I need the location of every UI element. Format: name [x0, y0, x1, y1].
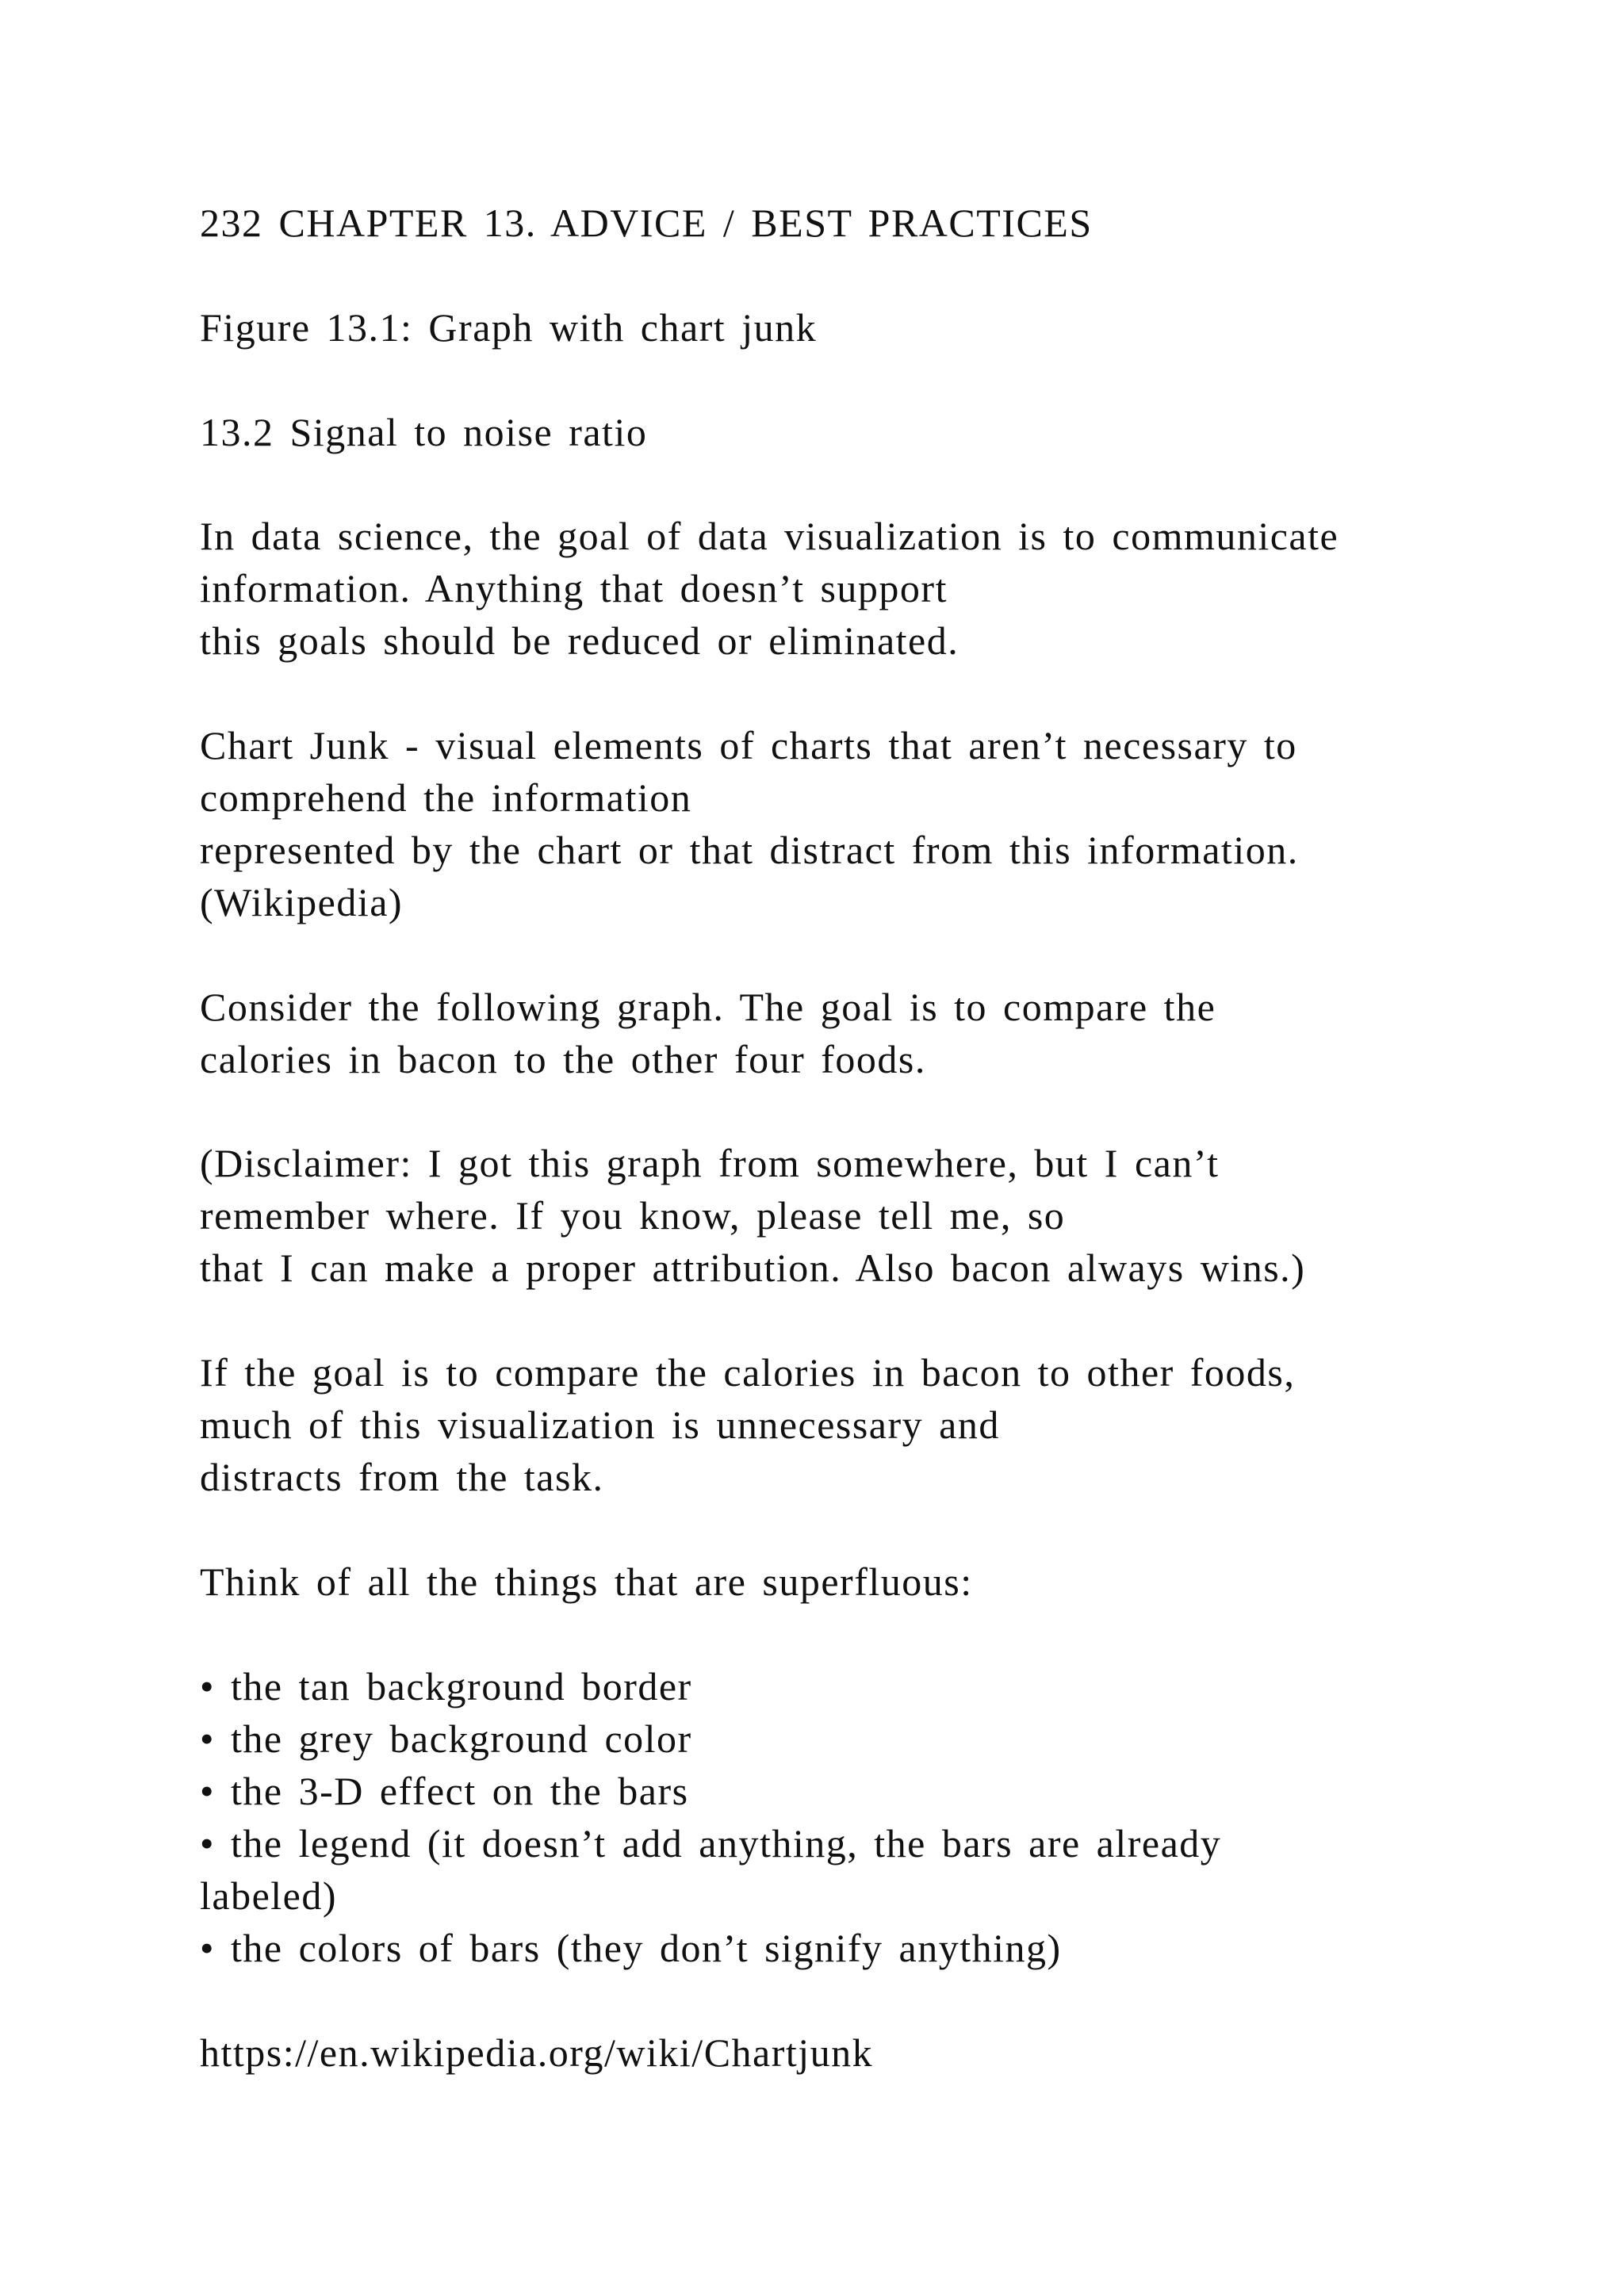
- paragraph-line: this goals should be reduced or eliminated.: [200, 618, 959, 663]
- paragraph-line: In data science, the goal of data visualization is to communicate: [200, 514, 1339, 558]
- paragraph-line: Chart Junk - visual elements of charts that aren’t necessary to: [200, 723, 1297, 767]
- bullet-item: • the grey background color: [200, 1716, 692, 1761]
- bullet-item-continuation: labeled): [200, 1873, 338, 1918]
- paragraph-line: (Wikipedia): [200, 880, 404, 924]
- bullet-item: • the tan background border: [200, 1664, 692, 1709]
- bullet-item: • the colors of bars (they don’t signify anything): [200, 1926, 1062, 1970]
- paragraph-line: comprehend the information: [200, 775, 692, 820]
- paragraph-line: distracts from the task.: [200, 1455, 604, 1499]
- figure-caption: Figure 13.1: Graph with chart junk: [200, 305, 818, 350]
- paragraph-line: If the goal is to compare the calories in bacon to other foods,: [200, 1350, 1296, 1395]
- section-heading: 13.2 Signal to noise ratio: [200, 410, 648, 454]
- running-head: 232 CHAPTER 13. ADVICE / BEST PRACTICES: [200, 201, 1093, 245]
- paragraph-line: remember where. If you know, please tell me, so: [200, 1193, 1066, 1238]
- paragraph-line: (Disclaimer: I got this graph from somewhere, but I can’t: [200, 1141, 1220, 1185]
- bullet-item: • the legend (it doesn’t add anything, the bars are already: [200, 1821, 1222, 1866]
- paragraph-line: much of this visualization is unnecessary and: [200, 1402, 1000, 1447]
- reference-url: https://en.wikipedia.org/wiki/Chartjunk: [200, 2030, 874, 2075]
- paragraph-superfluous-intro: Think of all the things that are superfluous:: [200, 1559, 973, 1604]
- paragraph-line: Consider the following graph. The goal is to compare the: [200, 985, 1216, 1029]
- bullet-item: • the 3-D effect on the bars: [200, 1769, 689, 1813]
- paragraph-line: that I can make a proper attribution. Also bacon always wins.): [200, 1246, 1306, 1290]
- paragraph-line: calories in bacon to the other four foods.: [200, 1037, 926, 1081]
- paragraph-line: information. Anything that doesn’t support: [200, 566, 948, 610]
- paragraph-line: represented by the chart or that distract from this information.: [200, 828, 1299, 872]
